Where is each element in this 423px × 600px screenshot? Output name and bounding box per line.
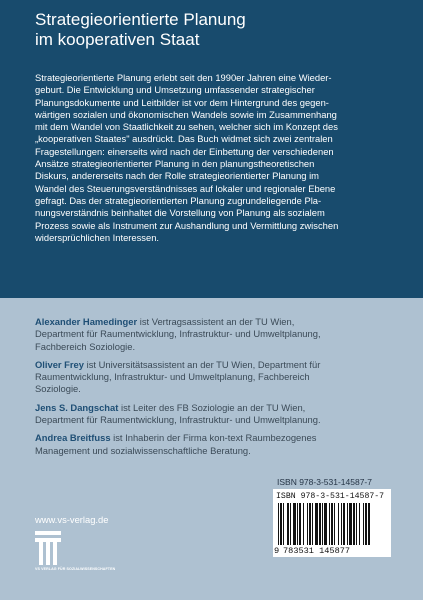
author-bio-text: ist Universitätsassistent an der TU Wien, Department für xyxy=(84,358,321,370)
blurb-line: mit dem Wandel von Staatlichkeit zu sehen, welcher sich im Konzept des xyxy=(35,121,338,133)
publisher-name: VS VERLAG FÜR SOZIALWISSENSCHAFTEN xyxy=(35,567,116,571)
author-name: Alexander Hamedinger xyxy=(35,316,138,327)
author-bio-text: Department für Raumentwicklung, Infrastruktur- und Umweltplanung. xyxy=(35,414,321,426)
isbn-label: ISBN 978-3-531-14587-7 xyxy=(277,477,372,487)
author-bio-text: Soziologie. xyxy=(35,383,81,395)
barcode-bar xyxy=(324,503,327,545)
barcode-bar xyxy=(359,503,360,545)
barcode-bar xyxy=(338,503,339,545)
barcode-bar xyxy=(341,503,342,545)
vs-verlag-logo xyxy=(35,531,61,565)
blurb-line: geburt. Die Entwicklung und Umsetzung umfassender strategischer xyxy=(35,84,315,96)
barcode-bar xyxy=(307,503,308,545)
author-name: Oliver Frey xyxy=(35,358,84,370)
barcode-bar xyxy=(349,503,352,545)
barcode-digits: 783531 145877 xyxy=(283,546,351,556)
barcode-bar xyxy=(278,503,279,545)
barcode-bar xyxy=(283,503,284,545)
barcode-bar xyxy=(297,503,298,545)
blurb-line: Wandel des Steuerungsverständnisses auf lokaler und regionaler Ebene xyxy=(35,182,336,194)
publisher-url: www.vs-verlag.de xyxy=(35,514,109,525)
barcode-bar xyxy=(293,503,296,545)
blurb-line: gefragt. Das der strategieorientierten Planung zugrundeliegende Pla- xyxy=(35,194,322,206)
author-bio-text: Raumentwicklung, Infrastruktur- und Umweltplanung, Fachbereich xyxy=(35,371,310,383)
blurb-line: „kooperativen Staates" ausdrückt. Das Buch widmet sich zwei zentralen xyxy=(35,133,333,145)
title-line: Strategieorientierte Planung xyxy=(35,10,246,29)
barcode-bar xyxy=(280,503,282,545)
author-bio-text: ist Vertragsassistent an der TU Wien, xyxy=(137,316,295,327)
barcode-bar xyxy=(312,503,313,545)
isbn-barcode xyxy=(273,489,391,557)
author-bio xyxy=(35,316,405,353)
blurb-line: wärtigen sozialen und ökonomischen Wandels sowie im Zusammenhang xyxy=(35,108,337,120)
author-bio xyxy=(35,432,405,457)
blue-top-panel xyxy=(0,0,423,298)
barcode-bar xyxy=(368,503,370,545)
barcode-bar xyxy=(309,503,311,545)
barcode-bar xyxy=(365,503,367,545)
barcode-bar xyxy=(290,503,291,545)
author-bio xyxy=(35,402,405,427)
author-bio-text: ist Inhaberin der Firma kon-text Raumbezogenes xyxy=(110,432,317,444)
barcode-bar xyxy=(334,503,335,545)
barcode-isbn-label: ISBN 978-3-531-14587-7 xyxy=(276,492,385,501)
barcode-bar xyxy=(287,503,289,545)
barcode-bar xyxy=(363,503,364,545)
author-bio-text: Management und sozialwissenschaftliche Beratung. xyxy=(35,444,251,456)
barcode-bar xyxy=(315,503,318,545)
barcode-bar xyxy=(299,503,301,545)
title-line: im kooperativen Staat xyxy=(35,30,200,49)
book-title xyxy=(35,10,395,50)
blurb-line: Diskurs, andererseits nach der Rolle strategieorientierter Planung im xyxy=(35,170,319,182)
blurb-line: Fragestellungen: einerseits wird nach der Einbettung der verschiedenen xyxy=(35,145,334,157)
barcode-bar xyxy=(343,503,345,545)
author-bios xyxy=(35,316,405,463)
barcode-bar xyxy=(353,503,355,545)
barcode-bar xyxy=(331,503,333,545)
blurb-line: widersprüchlichen Interessen. xyxy=(35,231,160,243)
author-name: Andrea Breitfuss xyxy=(35,432,111,444)
author-bio xyxy=(35,359,405,396)
barcode-bar xyxy=(322,503,323,545)
barcode-bar xyxy=(356,503,357,545)
blurb-line: Prozess sowie als Instrument zur Aushandlung und Vermittlung zwischen xyxy=(35,219,339,231)
barcode-bar xyxy=(329,503,330,545)
author-bio-text: Fachbereich Soziologie. xyxy=(35,340,136,352)
barcode-bars xyxy=(276,503,388,547)
blurb-line: Planungsdokumente und Leitbilder ist vor dem Hintergrund des gegen- xyxy=(35,96,329,108)
blurb-line: Ansätze strategieorientierter Planung in den planungstheoretischen xyxy=(35,158,315,170)
barcode-bar xyxy=(319,503,321,545)
blurb-line: nungsverständnis beinhaltet die Vorstellung von Planung als sozialem xyxy=(35,207,325,219)
blurb-line: Strategieorientierte Planung erlebt seit den 1990er Jahren eine Wieder- xyxy=(35,72,332,83)
blurb-text xyxy=(35,72,397,244)
barcode-bar xyxy=(303,503,304,545)
barcode-bar xyxy=(347,503,348,545)
author-bio-text: Department für Raumentwicklung, Infrastruktur- und Umweltplanung, xyxy=(35,328,321,340)
author-bio-text: ist Leiter des FB Soziologie an der TU Wien, xyxy=(118,401,306,413)
author-name: Jens S. Dangschat xyxy=(35,401,119,413)
barcode-first-digit: 9 xyxy=(274,546,280,556)
